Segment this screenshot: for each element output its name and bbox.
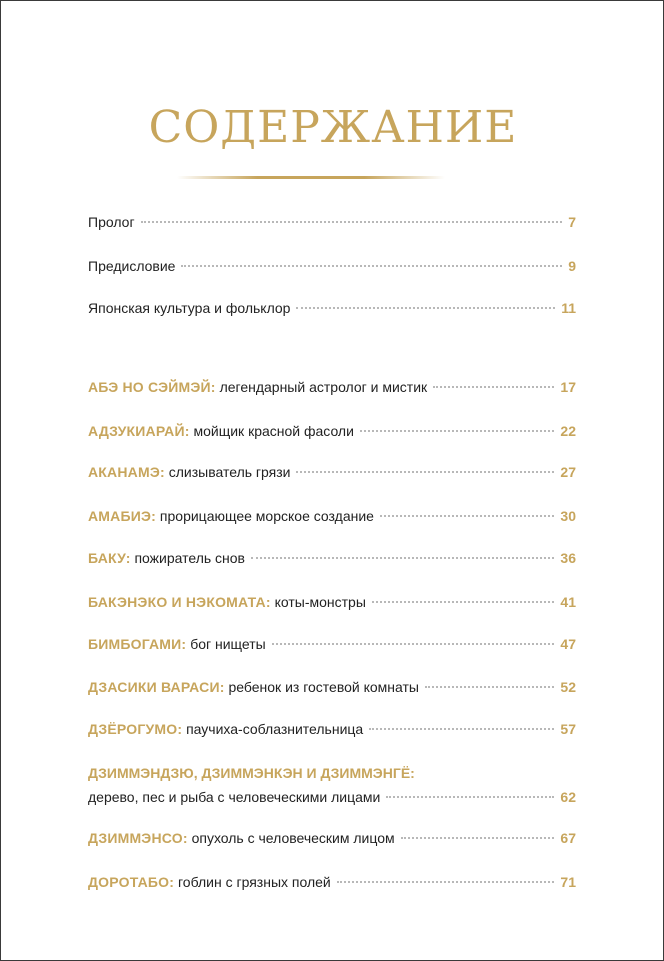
dot-leader [181, 265, 562, 267]
toc-entry-label: Предисловие [88, 258, 176, 274]
chapter-desc: гоблин с грязных полей [178, 874, 331, 890]
chapter-desc: дерево, пес и рыба с человеческими лицами [88, 789, 381, 805]
dot-leader [337, 881, 555, 883]
toc-entry-jorogumo[interactable] [88, 719, 576, 739]
chapter-desc: слизыватель грязи [168, 464, 291, 480]
toc-entry-page: 9 [568, 258, 576, 274]
dot-leader [296, 307, 555, 309]
chapter-desc: легендарный астролог и мистик [219, 379, 428, 395]
toc-entry-page: 47 [560, 636, 576, 652]
chapter-name: ДЗИММЭНСО: [88, 830, 188, 846]
chapter-desc: бог нищеты [190, 636, 266, 652]
dot-leader [425, 686, 554, 688]
dot-leader [251, 557, 554, 559]
toc-entry-jinmenso[interactable] [88, 828, 576, 848]
toc-entry-akaname[interactable] [88, 462, 576, 482]
dot-leader [296, 471, 554, 473]
toc-entry-page: 17 [560, 379, 576, 395]
toc-entry-page: 57 [560, 721, 576, 737]
toc-entry-page: 27 [560, 464, 576, 480]
toc-entry-foreword[interactable] [88, 256, 576, 276]
chapter-desc: паучиха-соблазнительница [186, 721, 364, 737]
dot-leader [433, 386, 554, 388]
toc-entry-amabie[interactable] [88, 506, 576, 526]
toc-entry-jinmenju[interactable] [88, 787, 576, 807]
chapter-name: ДЗЁРОГУМО: [88, 721, 183, 737]
toc-entry-adzukiarai[interactable] [88, 421, 576, 441]
dot-leader [369, 728, 554, 730]
chapter-name: БИМБОГАМИ: [88, 636, 187, 652]
toc-entry-baku[interactable] [88, 548, 576, 568]
dot-leader [386, 796, 554, 798]
dot-leader [401, 837, 555, 839]
toc-entry-culture[interactable] [88, 298, 576, 318]
dot-leader [141, 221, 563, 223]
chapter-desc: пожиратель снов [134, 550, 245, 566]
chapter-desc: опухоль с человеческим лицом [191, 830, 395, 846]
toc-entry-abe-no-seimei[interactable] [88, 377, 576, 397]
toc-entry-page: 22 [560, 423, 576, 439]
toc-entry-dorotabo[interactable] [88, 872, 576, 892]
chapter-desc: коты-монстры [274, 594, 366, 610]
chapter-name: ДОРОТАБО: [88, 874, 175, 890]
dot-leader [272, 643, 555, 645]
chapter-name: АДЗУКИАРАЙ: [88, 423, 190, 439]
toc-entry-page: 41 [560, 594, 576, 610]
chapter-name: ДЗАСИКИ ВАРАСИ: [88, 679, 225, 695]
toc-entry-prologue[interactable] [88, 212, 576, 232]
toc-entry-label: Пролог [88, 214, 135, 230]
chapter-name: АМАБИЭ: [88, 508, 157, 524]
dot-leader [372, 601, 555, 603]
chapter-name[interactable]: ДЗИММЭНДЗЮ, ДЗИММЭНКЭН И ДЗИММЭНГЁ: [88, 765, 415, 781]
chapter-name: АБЭ НО СЭЙМЭЙ: [88, 379, 216, 395]
toc-entry-page: 52 [560, 679, 576, 695]
dot-leader [380, 515, 554, 517]
toc-entry-bakeneko[interactable] [88, 592, 576, 612]
toc-entry-page: 62 [560, 789, 576, 805]
toc-entry-page: 36 [560, 550, 576, 566]
chapter-name: АКАНАМЭ: [88, 464, 165, 480]
chapter-name: БАКУ: [88, 550, 131, 566]
toc-entry-label: Японская культура и фольклор [88, 300, 291, 316]
chapter-name: БАКЭНЭКО И НЭКОМАТА: [88, 594, 271, 610]
toc-entry-page: 67 [560, 830, 576, 846]
toc-entry-bimbogami[interactable] [88, 634, 576, 654]
toc-entry-zashiki-warashi[interactable] [88, 677, 576, 697]
title-underline-decoration [177, 176, 445, 179]
toc-entry-page: 11 [561, 300, 576, 316]
chapter-desc: ребенок из гостевой комнаты [228, 679, 419, 695]
chapter-desc: прорицающее морское создание [159, 508, 374, 524]
toc-entry-page: 30 [560, 508, 576, 524]
toc-entry-page: 71 [560, 874, 576, 890]
dot-leader [360, 430, 554, 432]
page-title: СОДЕРЖАНИЕ [148, 102, 518, 153]
toc-entry-page: 7 [568, 214, 576, 230]
chapter-desc: мойщик красной фасоли [193, 423, 354, 439]
